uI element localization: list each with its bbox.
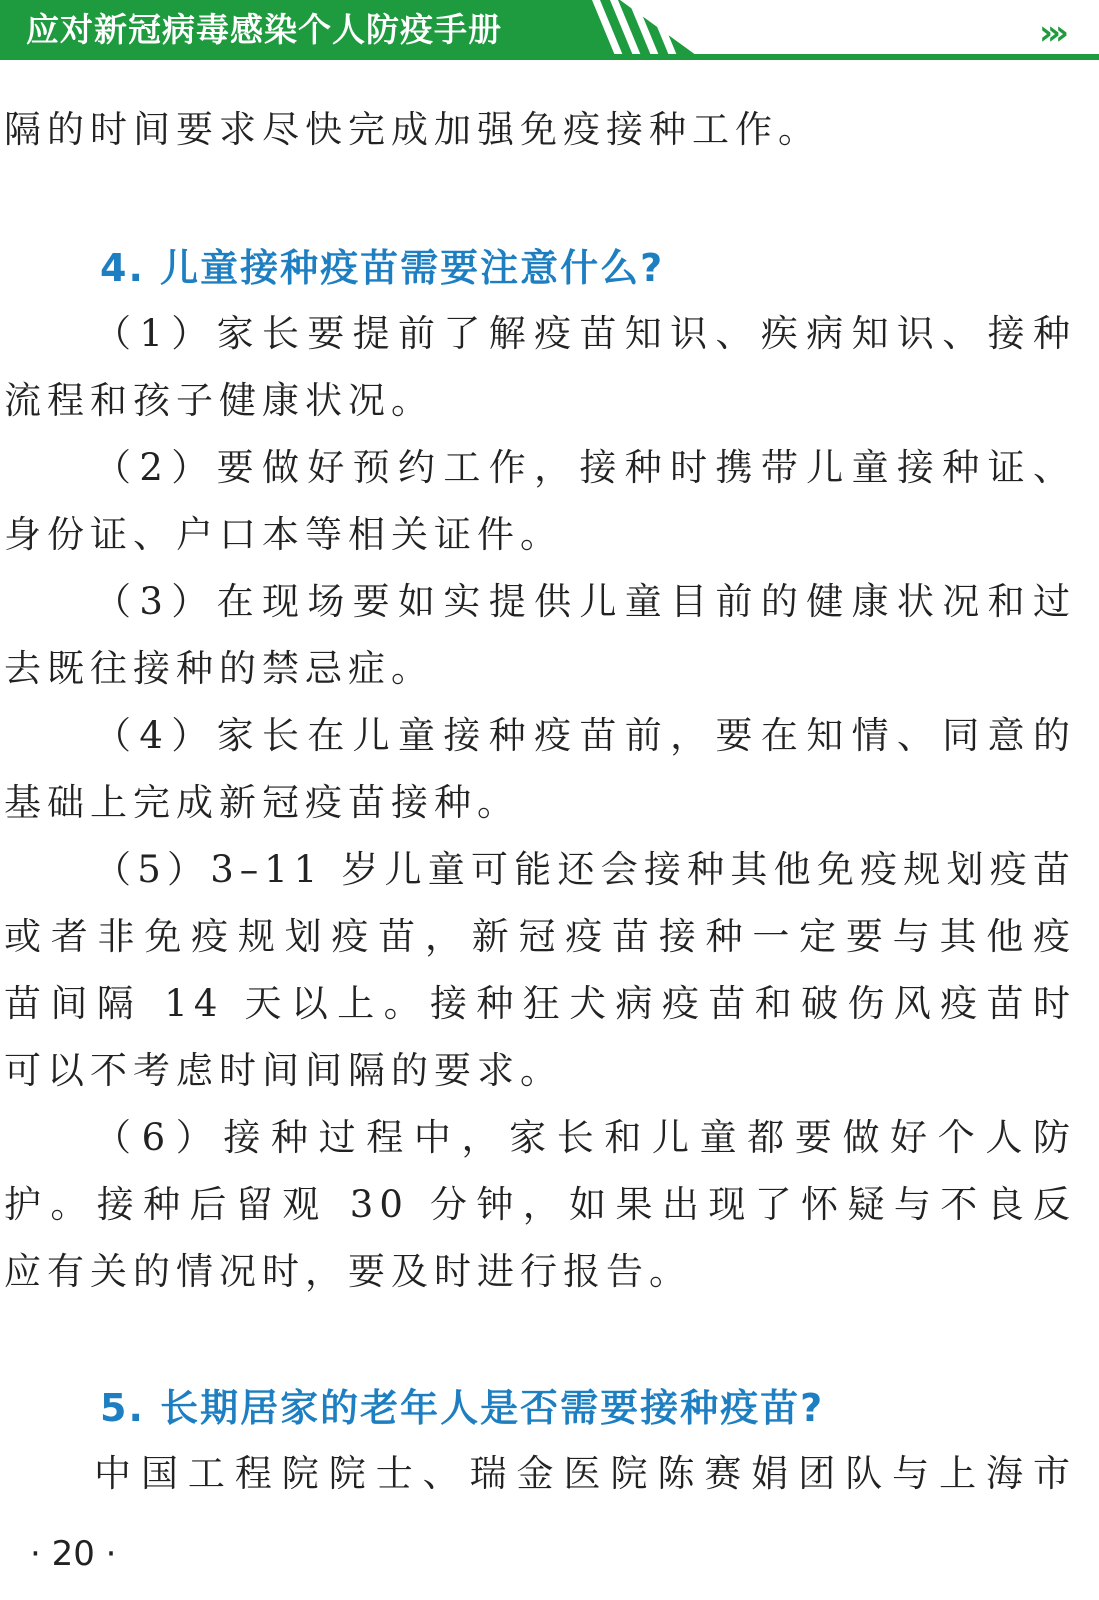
- paragraph-line: 苗间隔 14 天以上。接种狂犬病疫苗和破伤风疫苗时: [4, 982, 1076, 1025]
- header-banner: [0, 0, 1099, 62]
- section-heading-4: 4. 儿童接种疫苗需要注意什么?: [100, 246, 665, 290]
- section-heading-5: 5. 长期居家的老年人是否需要接种疫苗?: [100, 1386, 825, 1430]
- paragraph-line: （3）在现场要如实提供儿童目前的健康状况和过: [94, 580, 1076, 623]
- paragraph-line: 可以不考虑时间间隔的要求。: [4, 1049, 563, 1092]
- paragraph-line: （2）要做好预约工作，接种时携带儿童接种证、: [94, 446, 1076, 489]
- paragraph-line: 或者非免疫规划疫苗，新冠疫苗接种一定要与其他疫: [4, 915, 1076, 958]
- paragraph-line: 身份证、户口本等相关证件。: [4, 513, 563, 556]
- page-number: · 20 ·: [30, 1534, 117, 1574]
- paragraph-line: 中国工程院院士、瑞金医院陈赛娟团队与上海市: [94, 1452, 1076, 1495]
- paragraph-line: （6）接种过程中，家长和儿童都要做好个人防: [94, 1116, 1076, 1159]
- header-stripes-decoration: [588, 0, 698, 58]
- chevrons-icon: ›››: [1038, 13, 1063, 53]
- paragraph-line: 流程和孩子健康状况。: [4, 379, 434, 422]
- paragraph-line: 护。接种后留观 30 分钟，如果出现了怀疑与不良反: [4, 1183, 1076, 1226]
- paragraph-line: 隔的时间要求尽快完成加强免疫接种工作。: [4, 108, 821, 151]
- paragraph-line: 去既往接种的禁忌症。: [4, 647, 434, 690]
- paragraph-line: （5）3–11 岁儿童可能还会接种其他免疫规划疫苗: [94, 848, 1076, 891]
- header-underline: [0, 54, 1099, 60]
- paragraph-line: 基础上完成新冠疫苗接种。: [4, 781, 520, 824]
- paragraph-line: （4）家长在儿童接种疫苗前，要在知情、同意的: [94, 714, 1076, 757]
- paragraph-line: 应有关的情况时，要及时进行报告。: [4, 1250, 692, 1293]
- paragraph-line: （1）家长要提前了解疫苗知识、疾病知识、接种: [94, 312, 1076, 355]
- header-title: 应对新冠病毒感染个人防疫手册: [26, 10, 502, 49]
